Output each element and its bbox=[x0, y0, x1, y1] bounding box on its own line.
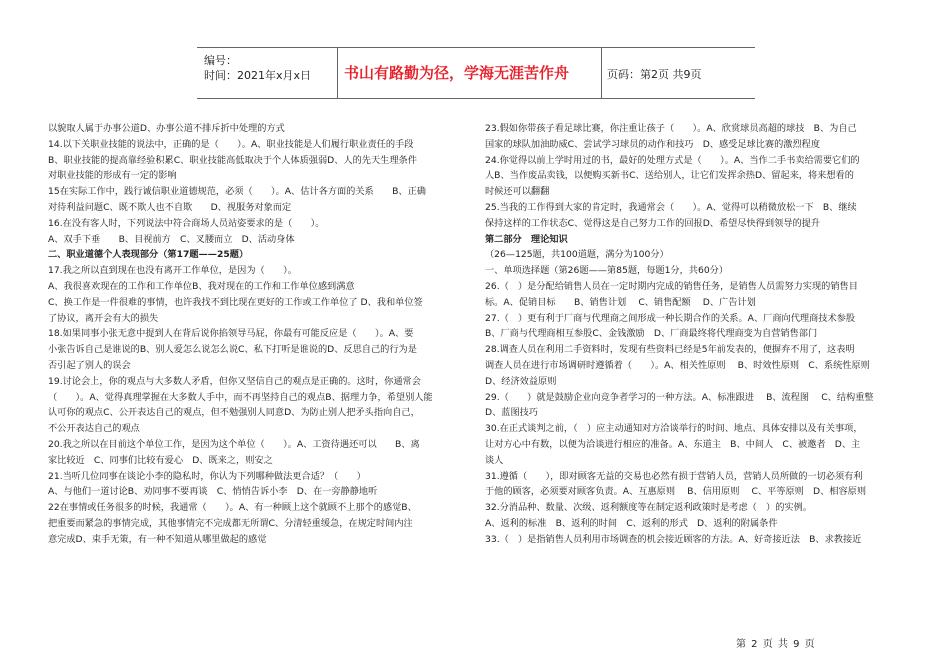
text-line: 21.当听几位同事在谈论小李的隐私时，你认为下列哪种做法更合适？（ ） bbox=[48, 470, 366, 482]
text-line: 25.当我的工作得到大家的肯定时，我通常会（ ）。A、觉得可以稍微放松一下 B、继续 bbox=[485, 201, 857, 213]
text-line: D、蓝图技巧 bbox=[485, 407, 539, 419]
text-line: 对职业技能的形成有一定的影响 bbox=[48, 170, 177, 182]
text-line: 19.讨论会上，你的观点与大多数人矛盾，但你又坚信自己的观点是正确的。这时，你通常会 bbox=[48, 375, 421, 387]
left-text-column bbox=[48, 121, 478, 548]
text-line: 让对方心中有数，以便为洽谈进行相应的准备。A、东道主 B、中间人 C、被邀者 D、主 bbox=[485, 438, 861, 450]
text-line: C、换工作是一件很难的事情，也许我找不到比现在更好的工作或工作单位了 D、我和单位签 bbox=[48, 296, 423, 308]
section-heading: 第二部分 理论知识 bbox=[485, 233, 568, 245]
text-line: 标。A、促销目标 B、销售计划 C、销售配额 D、广告计划 bbox=[485, 296, 756, 308]
text-line: 24.你觉得以前上学时用过的书，最好的处理方式是（ ）。A、当作二手书卖给需要它们的 bbox=[485, 154, 860, 166]
text-line: 32.分消品种、数量、次级、返利额度等在制定返利政策时是考虑（ ）的实例。 bbox=[485, 502, 812, 514]
text-line: 对待利益问题C、既不欺人也不自欺 D、视服务对象而定 bbox=[48, 201, 292, 213]
text-line: 27.（ ）更有利于厂商与代理商之间形成一种长期合作的关系。A、厂商向代理商技术参股 bbox=[485, 312, 856, 324]
text-line: 时候还可以翻翻 bbox=[485, 186, 550, 198]
text-line: （ ）。A、觉得真理掌握在大多数人手中，而不再坚持自己的观点B、据理力争，希望别人能 bbox=[48, 391, 433, 403]
text-line: （26—125题，共100道题，满分为100分） bbox=[485, 249, 669, 261]
section-heading: 二、职业道德个人表现部分（第17题——25题） bbox=[48, 249, 249, 261]
text-line: 16.在没有客人时，下列说法中符合商场人员站姿要求的是（ ）。 bbox=[48, 217, 325, 229]
text-line: 14.以下关职业技能的说法中，正确的是（ ）。A、职业技能是人们履行职业责任的手段 bbox=[48, 138, 414, 150]
text-line: 23.假如你带孩子看足球比赛，你注重让孩子（ ）。A、欣赏球员高超的球技 B、为自己 bbox=[485, 123, 857, 134]
text-line: 一、单项选择题（第26题——第85题，每题1分，共60分） bbox=[485, 265, 729, 277]
text-line: 小张告诉自己是谁说的B、别人爱怎么说怎么说C、私下打听是谁说的D、反思自己的行为是 bbox=[48, 344, 417, 356]
text-line: 否引起了别人的误会 bbox=[48, 359, 131, 371]
text-line: 调查人员在进行市场调研时遵循着（ ）。A、相关性原则 B、时效性原则 C、系统性原则 bbox=[485, 359, 870, 371]
text-line: 20.我之所以在目前这个单位工作，是因为这个单位（ ）。A、工资待遇还可以 B、离 bbox=[48, 438, 420, 450]
text-line: 15在实际工作中，践行诚信职业道德规范，必须（ ）。A、估计各方面的关系 B、正确 bbox=[48, 186, 426, 198]
text-line: 31.遵循（ ），即对顾客无益的交易也必然有损于营销人员，营销人员所做的一切必须有利 bbox=[485, 470, 863, 482]
text-line: 家比较近 C、同事们比较有爱心 D、既来之，则安之 bbox=[48, 454, 273, 466]
text-line: A、我很喜欢现在的工作和工作单位B、我对现在的工作和工作单位感到满意 bbox=[48, 280, 355, 292]
page-footer: 第 2 页 共 9 页 bbox=[736, 639, 816, 650]
text-line: 以貌取人属于办事公道D、办事公道不排斥折中处理的方式 bbox=[48, 123, 285, 134]
text-line: 保持这样的工作状态C、觉得这是自己努力工作的回报D、希望尽快得到领导的提升 bbox=[485, 217, 821, 229]
text-line: 26.（ ）是分配给销售人员在一定时期内完成的销售任务，是销售人员需努力实现的销售目 bbox=[485, 280, 858, 292]
text-line: A、双手下垂 B、目视前方 C、叉腰而立 D、活动身体 bbox=[48, 233, 295, 245]
text-line: 30.在正式谈判之前，（ ）应主动通知对方洽谈举行的时间、地点、具体安排以及有关事项， bbox=[485, 423, 863, 435]
header-motto: 书山有路勤为径，学海无涯苦作舟 bbox=[344, 64, 570, 82]
text-line: 33.（ ）是指销售人员利用市场调查的机会接近顾客的方法。A、好奇接近法 B、求教接近 bbox=[485, 533, 862, 545]
text-line: 人B、当作废品卖钱，以便购买新书C、送给别人，让它们发挥余热D、留起来，将来想看的 bbox=[485, 170, 854, 182]
header-page-label: 页码：第2页 共9页 bbox=[607, 68, 702, 81]
text-line: 把重要而紧急的事情完成，其他事情完不完成都无所谓C、分清轻重缓急，在规定时间内注 bbox=[48, 517, 413, 529]
text-line: B、职业技能的提高靠经验积累C、职业技能高低取决于个人体质强弱D、人的先天生理条件 bbox=[48, 154, 417, 166]
text-line: 于他的顾客，必须要对顾客负责。A、互惠原则 B、信用原则 C、平等原则 D、相容原则 bbox=[485, 486, 867, 498]
header-divider bbox=[337, 48, 338, 98]
text-line: A、返利的标准 B、返利的时间 C、返利的形式 D、返利的附属条件 bbox=[485, 517, 778, 529]
text-line: 17.我之所以直到现在也没有离开工作单位，是因为（ ）。 bbox=[48, 265, 297, 277]
text-line: 认可你的观点C、公开表达自己的观点，但不勉强别人同意D、为防止别人把矛头指向自己， bbox=[48, 407, 420, 419]
text-line: 了协议，离开会有大的损失 bbox=[48, 312, 159, 324]
document-date-label: 时间：2021年x月x日 bbox=[204, 69, 312, 82]
text-line: A、与他们一道讨论B、劝同事不要再谈 C、悄悄告诉小李 D、在一旁静静地听 bbox=[48, 486, 378, 498]
document-header bbox=[197, 47, 755, 99]
text-line: B、厂商与代理商相互参股C、金钱激励 D、厂商最终将代理商变为自营销售部门 bbox=[485, 328, 818, 340]
text-line: 不公开表达自己的观点 bbox=[48, 423, 140, 435]
text-line: 意完成D、束手无策，有一种不知道从哪里做起的感觉 bbox=[48, 533, 267, 545]
right-text-column bbox=[485, 121, 915, 548]
document-number-label: 编号： bbox=[204, 54, 237, 67]
header-divider bbox=[601, 48, 602, 98]
text-line: 谈人 bbox=[485, 454, 504, 466]
text-line: 22在事情或任务很多的时候，我通常（ ）。A、有一种顾上这个就顾不上那个的感觉B、 bbox=[48, 502, 417, 514]
text-line: 18.如果同事小张无意中提到人在背后说你掐领导马屁，你最有可能反应是（ ）。A、要 bbox=[48, 328, 414, 340]
text-line: 国家的球队加油助威C、尝试学习球员的动作和技巧 D、感受足球比赛的激烈程度 bbox=[485, 138, 821, 150]
text-line: 29.（ ）就是鼓励企业向竞争者学习的一种方法。A、标准跟进 B、流程图 C、结构重整 bbox=[485, 391, 874, 403]
text-line: D、经济效益原则 bbox=[485, 375, 557, 387]
text-line: 28.调查人员在利用二手资料时，发现有些资料已经是5年前发表的，便摒弃不用了，这表明 bbox=[485, 344, 855, 356]
